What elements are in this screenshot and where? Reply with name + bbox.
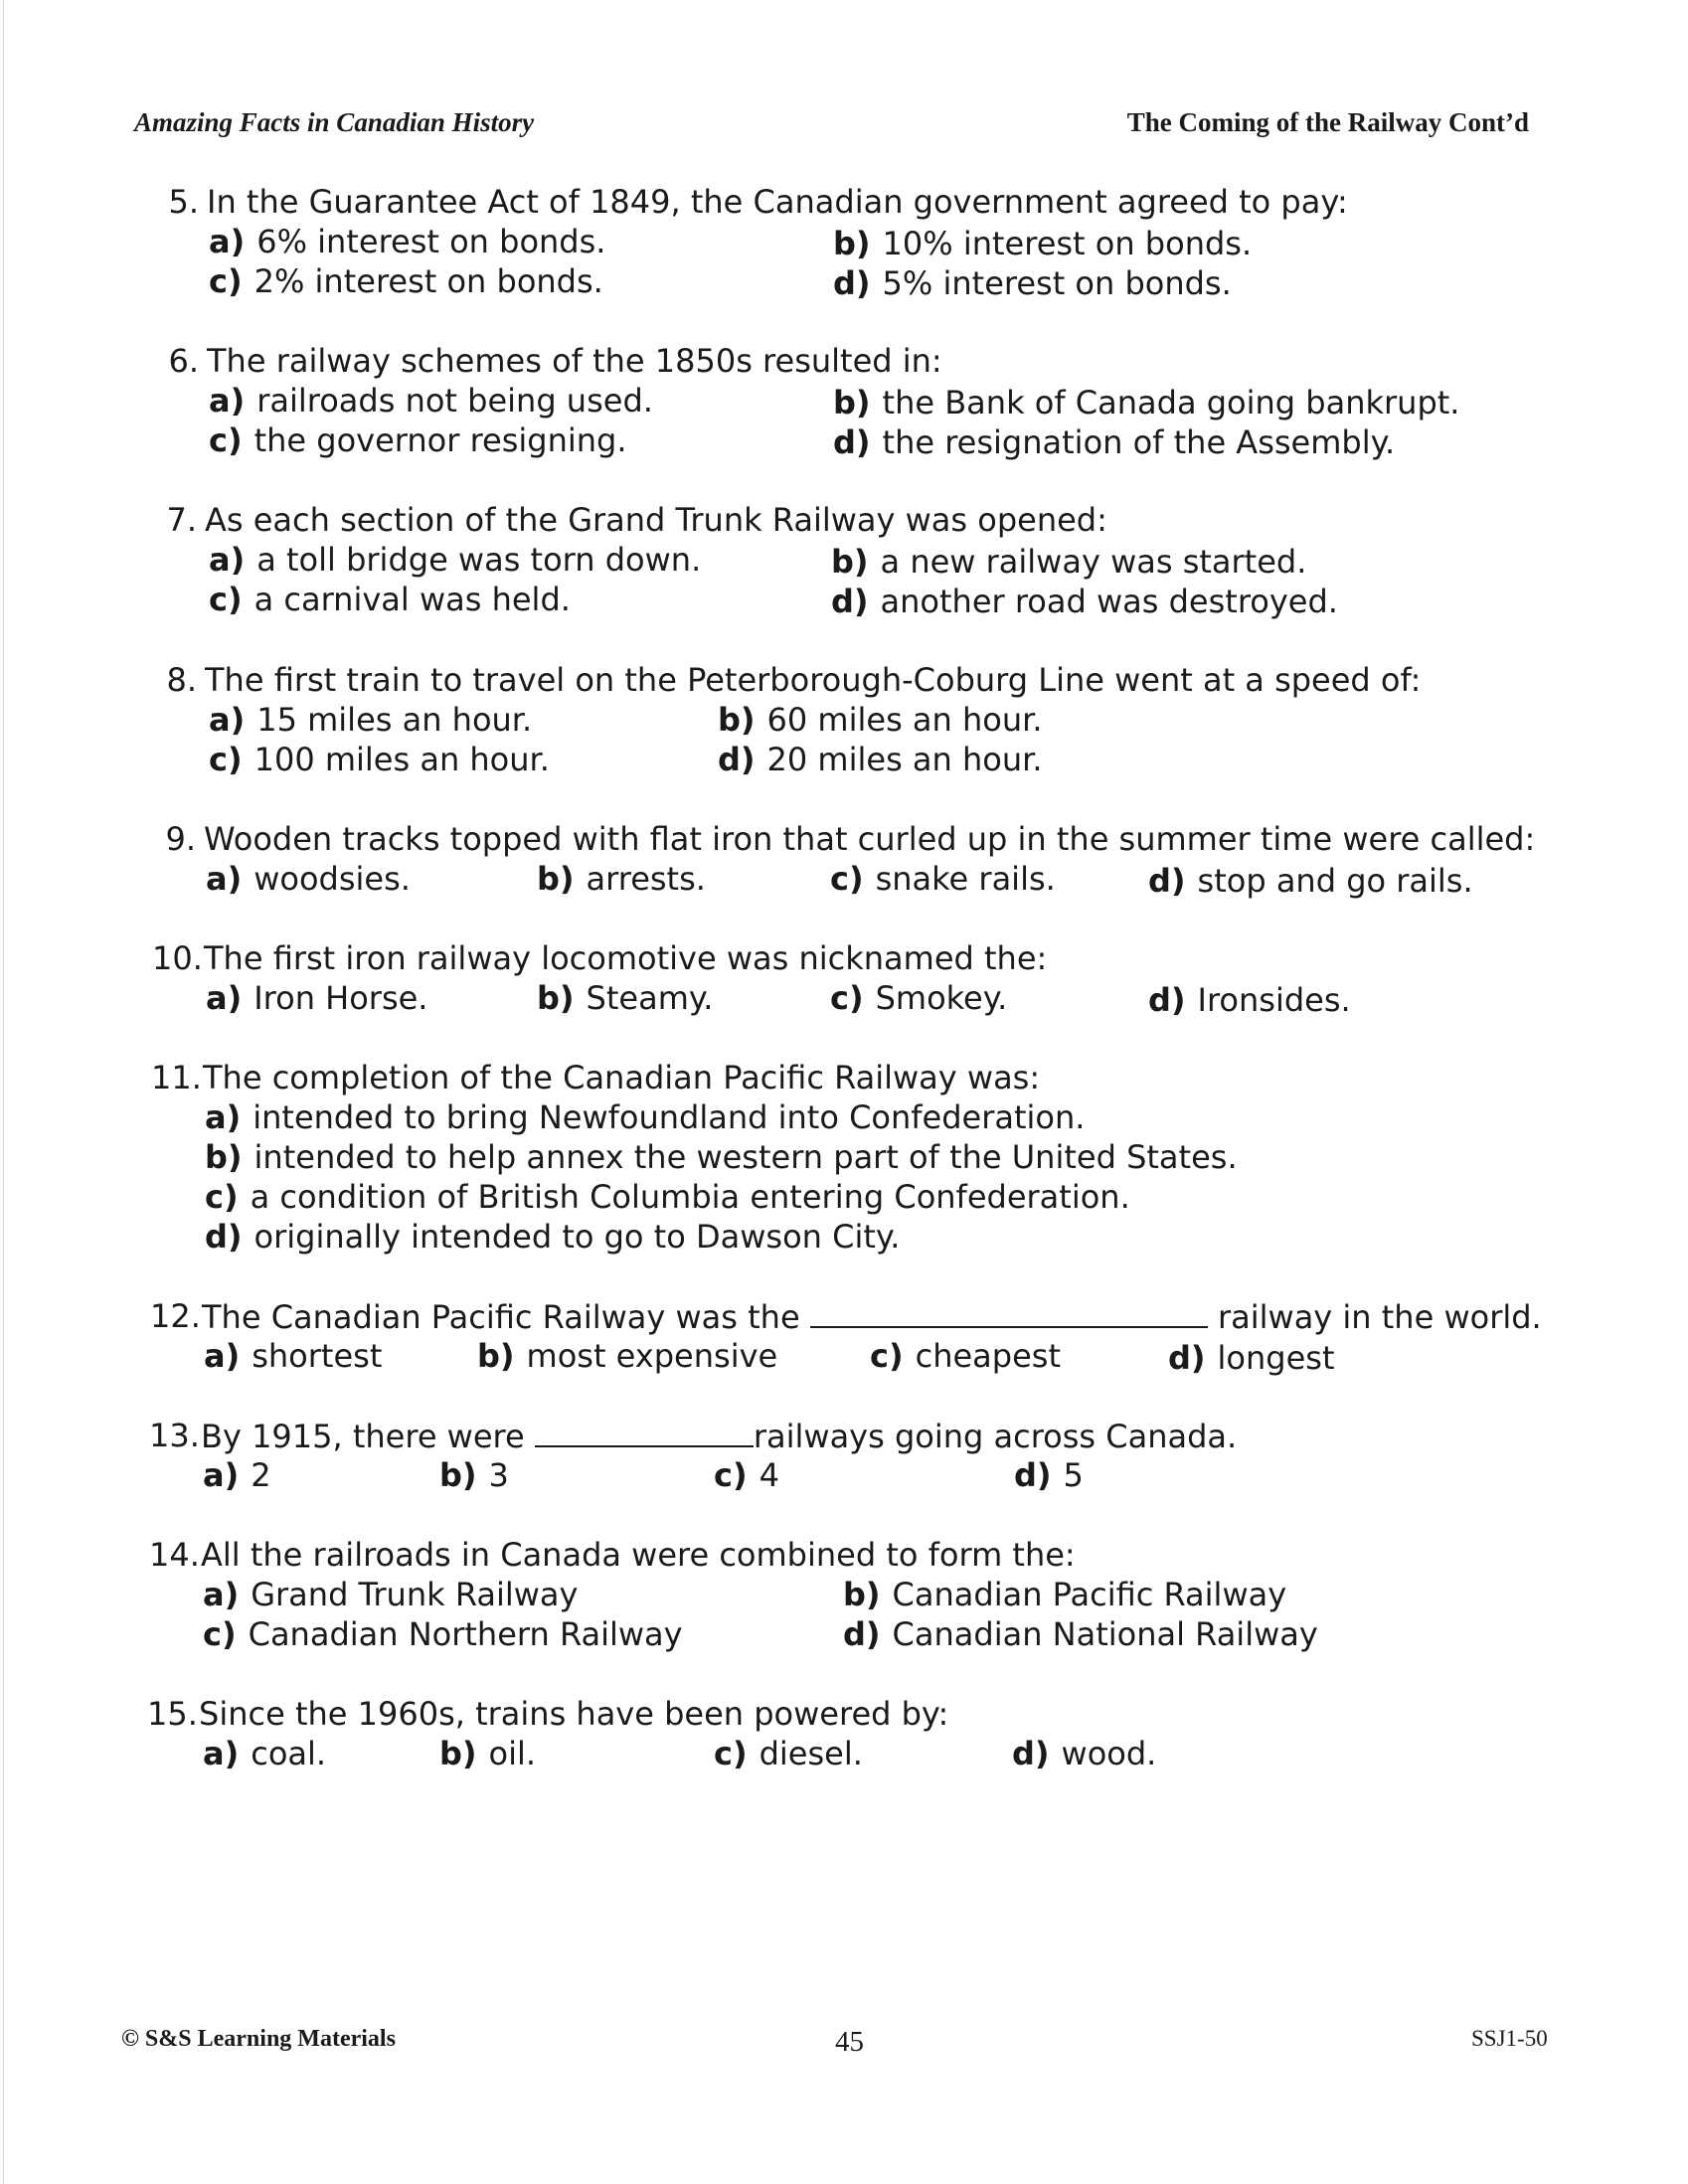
question-stem: The railway schemes of the 1850s resulted in: (207, 342, 942, 380)
option-letter: c) (714, 1735, 748, 1772)
option-text: Canadian National Railway (892, 1615, 1318, 1653)
question-number: 12. (150, 1297, 201, 1335)
option-text: 60 miles an hour. (766, 701, 1043, 739)
page-number: 45 (835, 2026, 864, 2058)
option-d[interactable] (1148, 861, 1473, 901)
option-a[interactable] (209, 381, 653, 420)
option-c[interactable] (205, 1177, 1130, 1217)
option-c[interactable] (209, 420, 627, 460)
footer-publisher: © S&S Learning Materials (121, 2026, 396, 2052)
option-letter: d) (718, 741, 756, 778)
option-text: 10% interest on bonds. (882, 225, 1253, 262)
option-text: stop and go rails. (1197, 862, 1473, 900)
option-a[interactable] (209, 700, 532, 740)
option-letter: c) (209, 262, 243, 300)
option-letter: c) (870, 1337, 904, 1375)
option-d[interactable] (205, 1217, 900, 1257)
stem-before-blank: The Canadian Pacific Railway was the (202, 1298, 800, 1336)
option-text: 15 miles an hour. (256, 701, 533, 739)
question-stem: Wooden tracks topped with flat iron that curled up in the summer time were called: (204, 820, 1536, 858)
question-number: 6. (168, 342, 199, 380)
option-letter: a) (205, 1098, 242, 1136)
option-letter: c) (830, 860, 864, 898)
option-b[interactable] (205, 1137, 1238, 1177)
option-text: the resignation of the Assembly. (882, 423, 1396, 461)
question-number: 5. (168, 183, 199, 221)
option-letter: a) (203, 1735, 240, 1772)
option-letter: b) (843, 1576, 881, 1613)
question-number: 9. (165, 820, 196, 858)
option-text: coal. (251, 1735, 327, 1772)
question-number: 8. (166, 661, 197, 699)
option-letter: d) (831, 583, 869, 620)
option-text: 4 (759, 1456, 779, 1494)
option-letter: c) (209, 581, 243, 618)
option-text: 2% interest on bonds. (253, 262, 603, 300)
option-text: intended to bring Newfoundland into Confederation. (253, 1098, 1086, 1136)
option-a[interactable] (204, 1336, 382, 1376)
option-letter: d) (1014, 1456, 1052, 1494)
option-letter: a) (209, 541, 246, 579)
option-text: Iron Horse. (253, 979, 428, 1017)
option-text: a carnival was held. (253, 581, 571, 618)
option-d[interactable] (833, 422, 1395, 462)
option-text: 5% interest on bonds. (882, 264, 1232, 302)
option-d[interactable] (1012, 1734, 1156, 1773)
option-b[interactable] (439, 1734, 536, 1773)
option-c[interactable] (203, 1614, 683, 1654)
question-stem (201, 1416, 1237, 1456)
header-chapter-title: The Coming of the Railway Cont’d (1126, 107, 1529, 137)
answer-blank[interactable] (810, 1296, 1208, 1328)
option-text: cheapest (915, 1337, 1061, 1375)
option-text: originally intended to go to Dawson City. (253, 1218, 901, 1256)
stem-after-blank: railways going across Canada. (753, 1418, 1238, 1455)
option-text: diesel. (759, 1735, 863, 1772)
question-number: 13. (149, 1417, 200, 1454)
option-letter: b) (718, 701, 756, 739)
option-letter: d) (1168, 1339, 1206, 1377)
option-letter: b) (833, 225, 871, 262)
option-d[interactable] (831, 582, 1338, 621)
option-letter: c) (830, 979, 864, 1017)
option-letter: c) (714, 1456, 748, 1494)
option-a[interactable] (205, 1097, 1085, 1137)
scan-margin-line (3, 0, 4, 2184)
option-text: 6% interest on bonds. (256, 223, 606, 260)
option-b[interactable] (833, 383, 1459, 422)
option-a[interactable] (203, 1575, 578, 1614)
option-letter: c) (209, 741, 243, 778)
option-letter: d) (833, 264, 871, 302)
question-number: 15. (147, 1695, 198, 1733)
option-text: shortest (252, 1337, 383, 1375)
question-stem: The first train to travel on the Peterborough-Coburg Line went at a speed of: (205, 661, 1422, 699)
stem-before-blank: By 1915, there were (201, 1418, 525, 1455)
option-a[interactable] (209, 222, 605, 261)
option-text: snake rails. (875, 860, 1056, 898)
option-b[interactable] (537, 978, 713, 1018)
option-text: a new railway was started. (880, 543, 1307, 581)
option-letter: b) (439, 1735, 477, 1772)
option-a[interactable] (206, 859, 411, 899)
option-text: 20 miles an hour. (766, 741, 1043, 778)
option-d[interactable] (843, 1614, 1318, 1654)
question-stem: Since the 1960s, trains have been powered by: (199, 1695, 949, 1733)
option-text: Canadian Pacific Railway (892, 1576, 1287, 1613)
option-a[interactable] (209, 540, 701, 580)
option-text: arrests. (586, 860, 706, 898)
option-letter: a) (203, 1456, 240, 1494)
option-letter: d) (205, 1218, 243, 1256)
option-letter: c) (203, 1615, 237, 1653)
option-text: 5 (1063, 1456, 1084, 1494)
option-text: wood. (1061, 1735, 1157, 1772)
option-letter: c) (205, 1178, 239, 1216)
option-text: 3 (488, 1456, 509, 1494)
question-number: 7. (166, 501, 197, 539)
option-text: 100 miles an hour. (253, 741, 550, 778)
question-stem (202, 1296, 1542, 1337)
answer-blank[interactable] (535, 1416, 754, 1447)
option-c[interactable] (714, 1734, 863, 1773)
option-letter: a) (209, 701, 246, 739)
option-letter: c) (209, 421, 243, 459)
option-text: woodsies. (253, 860, 411, 898)
option-d[interactable] (1168, 1338, 1335, 1378)
option-c[interactable] (209, 261, 603, 301)
option-text: a condition of British Columbia entering Confederation. (250, 1178, 1130, 1216)
option-letter: a) (209, 223, 246, 260)
question-stem: The completion of the Canadian Pacific Railway was: (203, 1059, 1041, 1096)
option-d[interactable] (833, 263, 1232, 303)
option-letter: b) (831, 543, 869, 581)
option-letter: a) (209, 382, 246, 420)
option-d[interactable] (1014, 1455, 1084, 1495)
option-letter: b) (477, 1337, 515, 1375)
option-text: 2 (251, 1456, 271, 1494)
option-letter: d) (1148, 862, 1186, 900)
option-letter: b) (205, 1138, 243, 1176)
option-d[interactable] (1148, 980, 1351, 1020)
option-letter: b) (439, 1456, 477, 1494)
option-text: the governor resigning. (253, 421, 627, 459)
option-a[interactable] (203, 1734, 326, 1773)
header-book-title: Amazing Facts in Canadian History (134, 107, 535, 137)
option-letter: a) (203, 1576, 240, 1613)
option-text: the Bank of Canada going bankrupt. (882, 384, 1460, 421)
option-b[interactable] (718, 700, 1043, 740)
option-c[interactable] (830, 859, 1056, 899)
option-letter: d) (1148, 981, 1186, 1019)
option-letter: b) (537, 979, 575, 1017)
question-stem: The first iron railway locomotive was nicknamed the: (204, 939, 1048, 977)
option-text: Smokey. (875, 979, 1008, 1017)
question-stem: As each section of the Grand Trunk Railway was opened: (205, 501, 1107, 539)
option-b[interactable] (439, 1455, 509, 1495)
option-text: another road was destroyed. (880, 583, 1338, 620)
option-b[interactable] (477, 1336, 777, 1376)
option-letter: d) (1012, 1735, 1050, 1772)
option-a[interactable] (203, 1455, 271, 1495)
stem-after-blank: railway in the world. (1217, 1298, 1542, 1336)
option-b[interactable] (833, 224, 1252, 263)
option-letter: b) (537, 860, 575, 898)
option-text: longest (1217, 1339, 1335, 1377)
option-text: Canadian Northern Railway (248, 1615, 683, 1653)
option-b[interactable] (537, 859, 706, 899)
option-letter: b) (833, 384, 871, 421)
question-number: 14. (149, 1536, 200, 1574)
option-c[interactable] (714, 1455, 779, 1495)
question-stem: In the Guarantee Act of 1849, the Canadian government agreed to pay: (207, 183, 1348, 221)
option-letter: d) (843, 1615, 881, 1653)
option-text: railroads not being used. (256, 382, 653, 420)
option-letter: a) (206, 979, 243, 1017)
option-letter: a) (206, 860, 243, 898)
question-number: 10. (152, 939, 203, 977)
option-text: Steamy. (586, 979, 714, 1017)
option-a[interactable] (206, 978, 427, 1018)
option-c[interactable] (830, 978, 1007, 1018)
option-c[interactable] (870, 1336, 1061, 1376)
option-b[interactable] (831, 542, 1306, 582)
option-letter: d) (833, 423, 871, 461)
option-letter: a) (204, 1337, 241, 1375)
footer-code: SSJ1-50 (1471, 2026, 1548, 2051)
option-c[interactable] (209, 740, 550, 779)
question-stem: All the railroads in Canada were combined to form the: (201, 1536, 1076, 1574)
option-b[interactable] (843, 1575, 1286, 1614)
option-text: a toll bridge was torn down. (256, 541, 702, 579)
question-number: 11. (151, 1059, 202, 1096)
option-text: oil. (488, 1735, 537, 1772)
option-d[interactable] (718, 740, 1043, 779)
option-text: most expensive (526, 1337, 778, 1375)
option-c[interactable] (209, 580, 571, 619)
option-text: Ironsides. (1197, 981, 1351, 1019)
option-text: intended to help annex the western part of the United States. (253, 1138, 1238, 1176)
option-text: Grand Trunk Railway (251, 1576, 579, 1613)
